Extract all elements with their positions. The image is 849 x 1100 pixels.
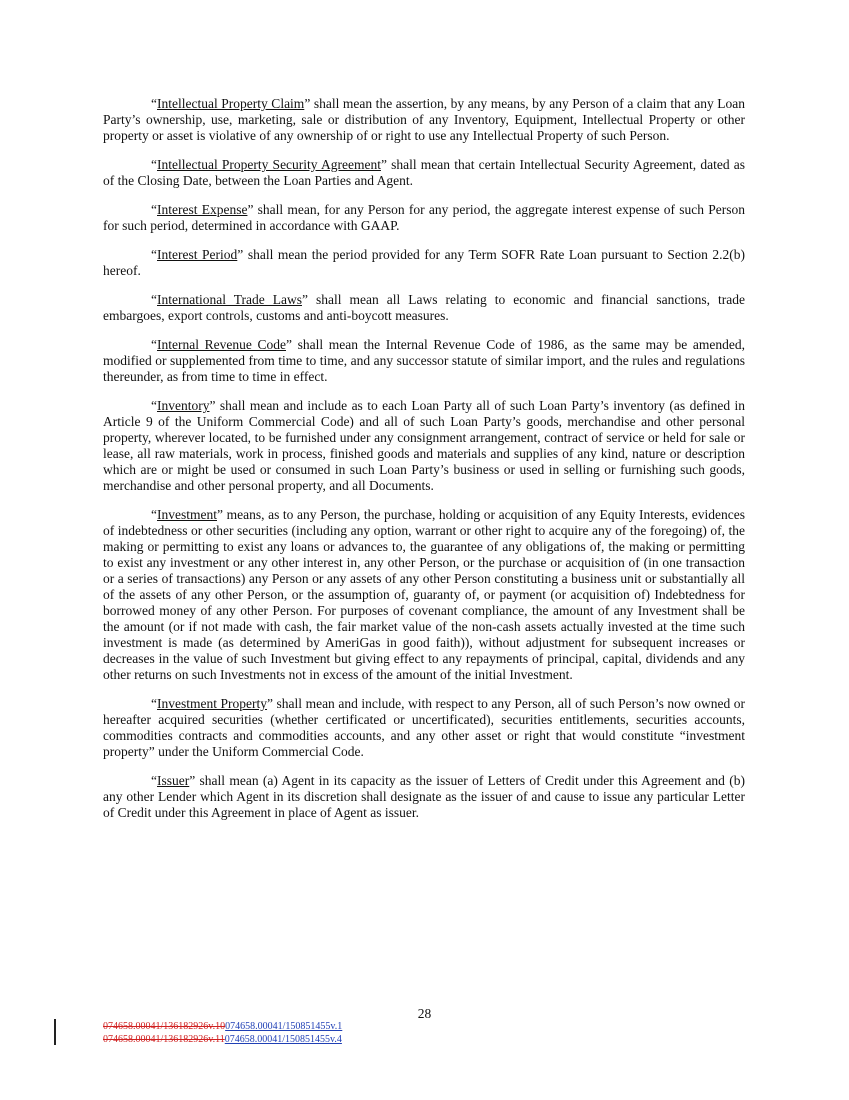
definition-text: ” shall mean (a) Agent in its capacity as the issuer of Letters of Credit under this Agreement and (b) any other Lender which Agent in its discretion shall designate as the issuer of and cause to issue any particular Letter of Credit under this Agreement in place of Agent as issuer. [103,773,745,820]
defined-term: Investment [157,507,217,522]
defined-term: Investment Property [157,696,268,711]
defined-term: Internal Revenue Code [157,337,286,352]
document-body [103,96,745,834]
definition-text: ” means, as to any Person, the purchase, holding or acquisition of any Equity Interests, evidences of indebtedness or other securities (including any option, warrant or other right to acquire any of the foregoing) of, the making or permitting to exist any loans or advances to, the guarantee of any obligations of, the making or permitting to exist any investment or any other interest in, any other Person, or the purchase or acquisition of (in one transaction or a series of transactions) any Person or any assets of any other Person constituting a business unit or substantially all of the assets of any other Person, or the assumption of, guaranty of, or payment (or acquisition of) Indebtedness for borrowed money of any other Person. For purposes of covenant compliance, the amount of any Investment shall be the amount (or if not made with cash, the fair market value of the non-cash assets actually invested at the time such investment is made (as determined by AmeriGas in good faith)), without adjustment for subsequent increases or decreases in the value of such Investment but giving effect to any repayments of principal, capital, dividends and any other returns on such Investments not in excess of the amount of the initial Investment. [103,507,745,682]
defined-term: Interest Period [157,247,238,262]
deleted-document-id: 074658.00041/136182926v.11 [103,1034,225,1045]
page-number: 28 [417,1006,432,1021]
document-id-footer [103,1020,342,1046]
defined-term: Intellectual Property Security Agreement [157,157,381,172]
definition-paragraph: “Interest Period” shall mean the period provided for any Term SOFR Rate Loan pursuant to Section 2.2(b) hereof. [103,247,745,278]
definition-paragraph: “Internal Revenue Code” shall mean the Internal Revenue Code of 1986, as the same may be amended, modified or supplemented from time to time, and any successor statute of similar import, and the rules and regulations thereunder, as from time to time in effect. [103,337,746,384]
revision-change-bar [54,1019,56,1045]
defined-term: Intellectual Property Claim [157,96,305,111]
definition-text: ” shall mean the Internal Revenue Code of 1986, as the same may be amended, modified or supplemented from time to time, and any successor statute of similar import, and the rules and regulations thereunder, as from time to time in effect. [103,337,746,384]
definition-text: ” shall mean and include as to each Loan Party all of such Loan Party’s inventory (as defined in Article 9 of the Uniform Commercial Code) and all of such Loan Party’s goods, merchandise and other personal property, wherever located, to be furnished under any consignment arrangement, contract of service or held for sale or lease, all raw materials, work in process, finished goods and materials and supplies of any kind, nature or description which are or might be used or consumed in such Loan Party’s business or used in selling or furnishing such goods, merchandise and other personal property, and all Documents. [103,398,745,493]
defined-term: International Trade Laws [157,292,302,307]
definition-paragraph: “Inventory” shall mean and include as to each Loan Party all of such Loan Party’s inventory (as defined in Article 9 of the Uniform Commercial Code) and all of such Loan Party’s goods, merchandise and other personal property, wherever located, to be furnished under any consignment arrangement, contract of service or held for sale or lease, all raw materials, work in process, finished goods and materials and supplies of any kind, nature or description which are or might be used or consumed in such Loan Party’s business or used in selling or furnishing such goods, merchandise and other personal property, and all Documents. [103,398,745,493]
inserted-document-id: 074658.00041/150851455v.1 [225,1021,343,1032]
defined-term: Interest Expense [157,202,248,217]
definition-text: ” shall mean the assertion, by any means, by any Person of a claim that any Loan Party’s ownership, use, marketing, sale or distribution of any Inventory, Equipment, Intellectual Property or other property or asset is violative of any ownership of or right to use any Intellectual Property of such Person. [103,96,745,143]
definition-text: ” shall mean and include, with respect to any Person, all of such Person’s now owned or hereafter acquired securities (whether certificated or uncertificated), securities entitlements, securities accounts, commodities contracts and commodities accounts, and any other asset or right that would constitute “investment property” under the Uniform Commercial Code. [103,696,745,759]
definition-text: ” shall mean that certain Intellectual Security Agreement, dated as of the Closing Date, between the Loan Parties and Agent. [103,157,745,188]
deleted-document-id: 074658.00041/136182926v.10 [103,1021,226,1032]
definition-paragraph: “International Trade Laws” shall mean all Laws relating to economic and financial sanctions, trade embargoes, export controls, customs and anti-boycott measures. [103,292,746,323]
definition-text: ” shall mean, for any Person for any period, the aggregate interest expense of such Person for such period, determined in accordance with GAAP. [103,202,745,233]
definition-paragraph: “Investment Property” shall mean and include, with respect to any Person, all of such Person’s now owned or hereafter acquired securities (whether certificated or uncertificated), securities entitlements, securities accounts, commodities contracts and commodities accounts, and any other asset or right that would constitute “investment property” under the Uniform Commercial Code. [103,696,745,759]
definition-text: ” shall mean all Laws relating to economic and financial sanctions, trade embargoes, export controls, customs and anti-boycott measures. [103,292,746,323]
inserted-document-id: 074658.00041/150851455v.4 [224,1034,342,1045]
definition-paragraph: “Intellectual Property Security Agreement” shall mean that certain Intellectual Security Agreement, dated as of the Closing Date, between the Loan Parties and Agent. [103,157,745,188]
defined-term: Issuer [157,773,190,788]
defined-term: Inventory [157,398,210,413]
definition-paragraph: “Issuer” shall mean (a) Agent in its capacity as the issuer of Letters of Credit under this Agreement and (b) any other Lender which Agent in its discretion shall designate as the issuer of and cause to issue any particular Letter of Credit under this Agreement in place of Agent as issuer. [103,773,745,820]
document-id-line [103,1033,342,1046]
definition-paragraph: “Investment” means, as to any Person, the purchase, holding or acquisition of any Equity Interests, evidences of indebtedness or other securities (including any option, warrant or other right to acquire any of the foregoing) of, the making or permitting to exist any loans or advances to, the guarantee of any obligations of, the making or permitting to exist any investment or any other interest in, any other Person, or the purchase or acquisition of (in one transaction or a series of transactions) any Person or any assets of any other Person constituting a business unit or substantially all of the assets of any other Person, or the assumption of, guaranty of, or payment (or acquisition of) Indebtedness for borrowed money of any other Person. For purposes of covenant compliance, the amount of any Investment shall be the amount (or if not made with cash, the fair market value of the non-cash assets actually invested at the time such investment is made (as determined by AmeriGas in good faith)), without adjustment for subsequent increases or decreases in the value of such Investment but giving effect to any repayments of principal, capital, dividends and any other returns on such Investments not in excess of the amount of the initial Investment. [103,507,745,682]
definition-text: ” shall mean the period provided for any Term SOFR Rate Loan pursuant to Section 2.2(b) hereof. [103,247,745,278]
document-id-line [103,1020,342,1033]
definition-paragraph: “Interest Expense” shall mean, for any Person for any period, the aggregate interest expense of such Person for such period, determined in accordance with GAAP. [103,202,745,233]
definition-paragraph: “Intellectual Property Claim” shall mean the assertion, by any means, by any Person of a claim that any Loan Party’s ownership, use, marketing, sale or distribution of any Inventory, Equipment, Intellectual Property or other property or asset is violative of any ownership of or right to use any Intellectual Property of such Person. [103,96,745,143]
